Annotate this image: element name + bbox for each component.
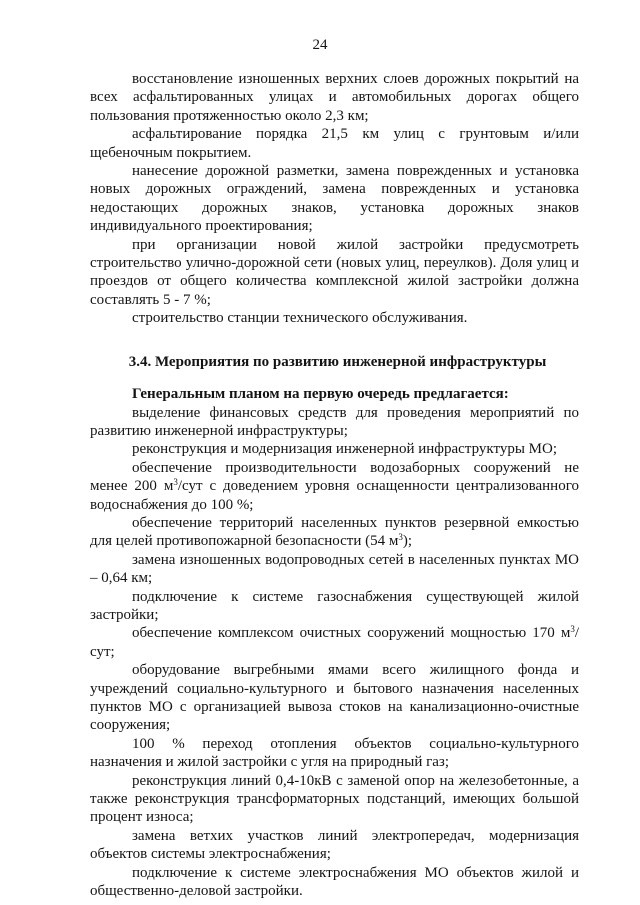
paragraph <box>90 162 579 236</box>
paragraph <box>90 551 579 588</box>
road-measures-list <box>90 70 579 328</box>
superscript: 3 <box>398 532 403 543</box>
text-run: реконструкция и модернизация инженерной инфраструктуры МО; <box>132 441 557 458</box>
paragraph <box>90 440 579 458</box>
text-run: замена изношенных водопроводных сетей в населенных пунктах МО – 0,64 км; <box>90 551 579 587</box>
page-number: 24 <box>312 37 328 53</box>
text-run: обеспечение территорий населенных пунктов резервной емкостью для целей противопожарной безопасности (54 м <box>90 514 579 550</box>
text-run: выделение финансовых средств для проведения мероприятий по развитию инженерной инфраструктуры; <box>90 404 579 439</box>
text-run: асфальтирование порядка 21,5 км улиц с грунтовым и/или щебеночным покрытием. <box>90 126 579 161</box>
paragraph <box>90 827 579 864</box>
text-run: замена ветхих участков линий электропередач, модернизация объектов системы электроснабжения; <box>90 827 579 863</box>
infrastructure-measures-list <box>90 404 579 901</box>
paragraph <box>90 459 579 514</box>
superscript: 3 <box>570 624 575 635</box>
paragraph <box>90 588 579 625</box>
text-run: ); <box>402 533 412 550</box>
paragraph <box>90 735 579 772</box>
paragraph <box>90 624 579 661</box>
text-run: оборудование выгребными ямами всего жилищного фонда и учреждений социально-культурного и бытового назначения населенных пунктов МО с организацией вывоза стоков на канализационно-очистные сооружения; <box>90 662 579 734</box>
text-run: при организации новой жилой застройки предусмотреть строительство улично-дорожной сети (новых улиц, переулков). Доля улиц и проездов от общего количества комплексной жилой застройки должна составлять 5 - 7 %; <box>90 236 579 308</box>
text-run: восстановление изношенных верхних слоев дорожных покрытий на всех асфальтированных улицах и автомобильных дорогах общего пользования протяженностью около 2,3 км; <box>90 71 579 124</box>
text-run: /сут с доведением уровня оснащенности централизованного водоснабжения до 100 %; <box>90 478 579 513</box>
paragraph <box>90 864 579 901</box>
text-run: нанесение дорожной разметки, замена поврежденных и установка новых дорожных ограждений, замена поврежденных и установка недостающих дорожных знаков, установка дорожных знаков индивидуального проектирования; <box>90 163 579 235</box>
text-run: 100 % переход отопления объектов социально-культурного назначения и жилой застройки с угля на природный газ; <box>90 735 579 771</box>
subheading: Генеральным планом на первую очередь предлагается: <box>132 386 509 403</box>
paragraph <box>90 125 579 162</box>
text-run: строительство станции технического обслуживания. <box>132 310 468 327</box>
paragraph <box>90 309 579 327</box>
text-run: реконструкция линий 0,4-10кВ с заменой опор на железобетонные, а также реконструкция трансформаторных подстанций, имеющих большой процент износа; <box>90 772 579 826</box>
paragraph <box>90 514 579 551</box>
superscript: 3 <box>173 477 178 488</box>
paragraph <box>90 772 579 827</box>
paragraph <box>90 404 579 441</box>
paragraph <box>90 236 579 310</box>
paragraph <box>90 661 579 735</box>
paragraph <box>90 70 579 125</box>
text-run: подключение к системе электроснабжения МО объектов жилой и общественно-деловой застройки. <box>90 864 579 900</box>
text-run: обеспечение производительности водозаборных сооружений не менее 200 м <box>90 459 579 495</box>
section-heading: 3.4. Мероприятия по развитию инженерной инфраструктуры <box>128 353 547 370</box>
page-body <box>90 70 579 900</box>
text-run: /сут; <box>90 625 579 660</box>
text-run: подключение к системе газоснабжения существующей жилой застройки; <box>90 588 579 623</box>
text-run: обеспечение комплексом очистных сооружений мощностью 170 м <box>132 625 571 642</box>
